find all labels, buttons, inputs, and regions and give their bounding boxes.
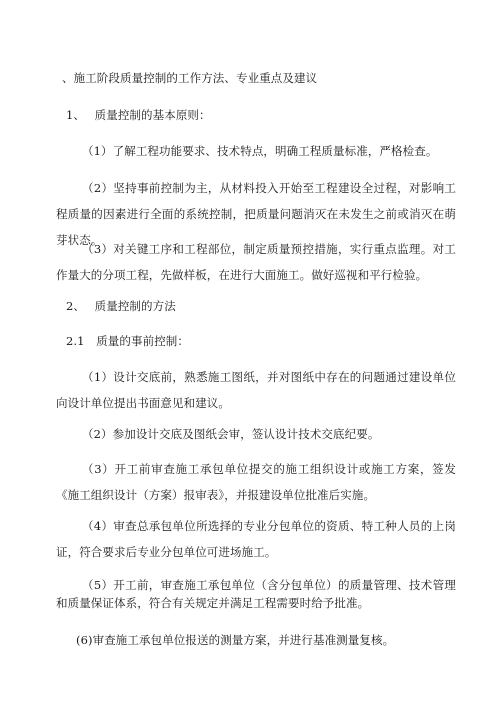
paragraph-method-2: （2）参加设计交底及图纸会审，签认设计技术交底纪要。 xyxy=(82,427,380,441)
heading-basic-principles: 1、 质量控制的基本原则： xyxy=(66,108,211,122)
paragraph-method-5: （5）开工前，审查施工承包单位（含分包单位）的质量管理、技术管理和质量保证体系，符合有关规定并满足工程需要时给予批准。 xyxy=(56,578,456,610)
paragraph-method-6: (6)审查施工承包单位报送的测量方案，并进行基准测量复核。 xyxy=(76,633,395,647)
paragraph-method-1: （1）设计交底前，熟悉施工图纸，并对图纸中存在的问题通过建设单位向设计单位提出书面意见和建议。 xyxy=(56,370,456,410)
paragraph-method-4: （4）审查总承包单位所选择的专业分包单位的资质、特工种人员的上岗证，符合要求后专业分包单位可进场施工。 xyxy=(56,519,456,559)
paragraph-principle-2: （2）坚持事前控制为主，从材料投入开始至工程建设全过程，对影响工程质量的因素进行全面的系统控制，把质量问题消灭在未发生之前或消灭在萌芽状态。 xyxy=(56,181,456,247)
heading-prior-control: 2.1 质量的事前控制： xyxy=(66,334,189,348)
paragraph-principle-3: （3）对关键工序和工程部位，制定质量预控措施，实行重点监理。对工作量大的分项工程，先做样板，在进行大面施工。做好巡视和平行检验。 xyxy=(56,242,456,282)
paragraph-method-3: （3）开工前审查施工承包单位提交的施工组织设计或施工方案，签发《施工组织设计（方案）报审表》，并报建设单位批准后实施。 xyxy=(56,462,456,502)
heading-control-methods: 2、 质量控制的方法 xyxy=(66,299,176,313)
section-title: 、施工阶段质量控制的工作方法、专业重点及建议 xyxy=(62,71,318,85)
paragraph-principle-1: （1）了解工程功能要求、技术特点，明确工程质量标准，严格检查。 xyxy=(82,144,438,158)
